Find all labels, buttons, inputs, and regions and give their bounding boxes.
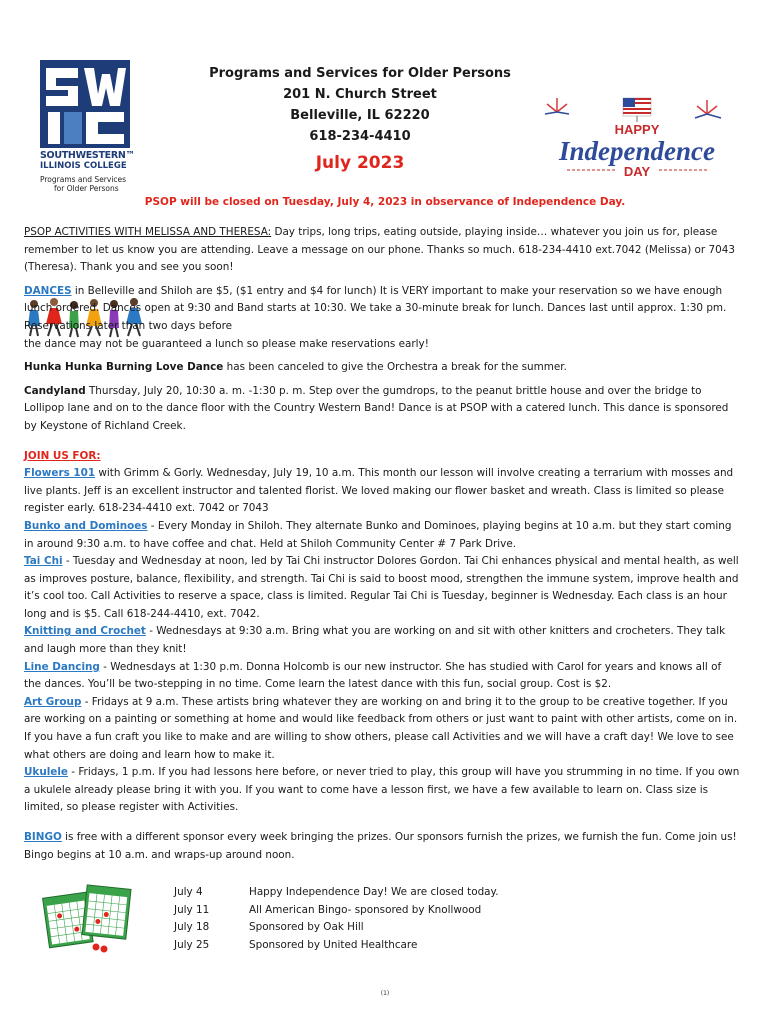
hunka-heading: Hunka Hunka Burning Love Dance <box>24 361 224 374</box>
newsletter-body <box>24 224 740 864</box>
activity-item <box>24 553 740 623</box>
psop-activities-heading: PSOP ACTIVITIES WITH MELISSA AND THERESA: <box>24 226 272 238</box>
activity-item <box>24 764 740 817</box>
page-header <box>170 63 550 147</box>
activity-text: - Every Monday in Shiloh. They alternate Bunko and Dominoes, playing begins at 10 a.m. but they start coming in around 9:30 a.m. to have coffee and chat. Held at Shiloh Community Center # 7 Park Drive. <box>24 519 732 550</box>
activity-link-ukulele[interactable]: Ukulele <box>24 766 68 779</box>
logo-line-2: ILLINOIS COLLEGE <box>40 161 127 171</box>
schedule-desc: All American Bingo- sponsored by Knollwood <box>249 903 482 916</box>
psop-activities-text: Day trips, long trips, eating outside, playing inside… whatever you join us for, please remember to let us know you are attending. Leave a message on our phone. Thanks so much. 618-234-4410 ext.7042 (Melissa) or 7043 (Theresa). Thank you and see you soon! <box>24 226 735 274</box>
activity-text: - Fridays, 1 p.m. If you had lessons here before, or never tried to play, this group will have you strumming in no time. If you own a ukulele already please bring it with you. If you want to come have a lesson first, we have a few available to learn on. Class size is limited, so please register with Activities. <box>24 766 740 814</box>
activity-item <box>24 694 740 764</box>
dances-tail: the dance may not be guaranteed a lunch so please make reservations early! <box>24 337 429 350</box>
activity-item <box>24 623 740 658</box>
candyland-paragraph <box>24 383 740 436</box>
bingo-paragraph <box>24 829 740 864</box>
logo-line-3 <box>40 175 140 193</box>
header-city: Belleville, IL 62220 <box>290 108 430 123</box>
hunka-paragraph <box>24 359 740 377</box>
header-org: Programs and Services for Older Persons <box>209 66 511 81</box>
independence-day-banner <box>537 92 737 187</box>
schedule-date: July 11 <box>174 903 210 916</box>
schedule-desc: Sponsored by Oak Hill <box>249 921 364 934</box>
banner-day: DAY <box>623 164 651 179</box>
logo-line-3a: Programs and Services <box>40 175 127 184</box>
activity-text: - Wednesdays at 1:30 p.m. Donna Holcomb is our new instructor. She has studied with Carol for years and knows all of the dances. You’ll be two-stepping in no time. Come learn the latest dance with this fun, social group. Cost is $2. <box>24 660 722 691</box>
schedule-date: July 4 <box>174 886 203 898</box>
dances-paragraph <box>24 283 740 336</box>
banner-happy: HAPPY <box>614 122 660 137</box>
schedule-desc: Happy Independence Day! We are closed today. <box>249 886 499 898</box>
bingo-cards-icon <box>40 883 136 953</box>
activity-link-line-dancing[interactable]: Line Dancing <box>24 660 100 673</box>
activity-link-knitting[interactable]: Knitting and Crochet <box>24 625 146 638</box>
bingo-cards-image <box>40 883 136 953</box>
activity-link-tai-chi[interactable]: Tai Chi <box>24 555 63 568</box>
hunka-text: has been canceled to give the Orchestra a break for the summer. <box>223 361 567 374</box>
schedule-desc: Sponsored by United Healthcare <box>249 938 418 951</box>
bingo-schedule <box>174 884 499 954</box>
schedule-row <box>174 902 499 920</box>
join-us-heading: JOIN US FOR: <box>24 449 101 462</box>
logo-line-1: SOUTHWESTERN™ <box>40 150 135 161</box>
schedule-row <box>174 884 499 902</box>
activity-text: with Grimm & Gorly. Wednesday, July 19, 10 a.m. This month our lesson will involve creating a terrarium with mosses and live plants. Jeff is an excellent instructor and talented florist. We loved making our flower basket and wreath. Class is limited so please register early. 618-234-4410 ext. 7042 or 7043 <box>24 467 734 515</box>
activity-item <box>24 518 740 553</box>
activity-item <box>24 465 740 518</box>
page-title: July 2023 <box>315 153 405 173</box>
schedule-row <box>174 919 499 937</box>
activity-item <box>24 659 740 694</box>
candyland-heading: Candyland <box>24 384 86 397</box>
logo-line-3b: for Older Persons <box>54 184 119 193</box>
fireworks-icon <box>537 92 737 187</box>
banner-word: Independence <box>559 136 715 166</box>
schedule-date: July 25 <box>174 938 210 951</box>
activity-text: - Fridays at 9 a.m. These artists bring whatever they are working on and bring it to the group to be creative together. If you are working on a painting or something at home and would like feedback from others or just want to paint with other artists, come on in. If you have a fun craft you like to make and are willing to show others, please call Activities and we will have a craft day! We love to see what others are doing and learn how to make it. <box>24 695 738 761</box>
activity-link-bunko[interactable]: Bunko and Dominoes <box>24 519 148 532</box>
bingo-link[interactable]: BINGO <box>24 831 62 843</box>
swic-mark-icon <box>40 60 130 148</box>
activity-text: - Wednesdays at 9:30 a.m. Bring what you are working on and sit with other knitters and crocheters. They talk and laugh more than they knit! <box>24 625 726 656</box>
header-phone: 618-234-4410 <box>309 129 411 144</box>
dances-text: in Belleville and Shiloh are $5, ($1 entry and $4 for lunch) It is VERY important to make your reservation so we have enough lunch ordered. Dances open at 9:30 and Band starts at 10:30. We take a 30-minute break for lunch. Dances last until approx. 1:30 pm. Reservations later than two days before <box>24 284 727 332</box>
closure-notice: PSOP will be closed on Tuesday, July 4, 2023 in observance of Independence Day. <box>144 196 626 208</box>
header-street: 201 N. Church Street <box>283 87 437 102</box>
activity-link-flowers[interactable]: Flowers 101 <box>24 467 96 480</box>
page-number: (1) <box>380 990 390 997</box>
psop-activities-paragraph <box>24 224 740 277</box>
activity-link-art-group[interactable]: Art Group <box>24 695 82 708</box>
schedule-date: July 18 <box>174 921 210 934</box>
candyland-text: Thursday, July 20, 10:30 a. m. -1:30 p. m. Step over the gumdrops, to the peanut brittle house and over the bridge to Lollipop lane and on to the dance floor with the Country Western Band! Dance is at PSOP with a catered lunch. This dance is sponsored by Keystone of Richland Creek. <box>24 384 729 432</box>
activity-text: - Tuesday and Wednesday at noon, led by Tai Chi instructor Dolores Gordon. Tai Chi enhances physical and mental health, as well as improves posture, balance, flexibility, and strength. Tai Chi is said to boost mood, strengthen the immune system, improve health and it’s cool too. Call Activities to reserve a space, class is limited. Regular Tai Chi is Tuesday, beginner is Wednesday. Each class is an hour long and is $5. Call 618-244-4410, ext. 7042. <box>24 555 739 620</box>
dances-link[interactable]: DANCES <box>24 284 72 297</box>
schedule-row <box>174 937 499 955</box>
swic-logo <box>40 60 140 193</box>
bingo-text: is free with a different sponsor every week bringing the prizes. Our sponsors furnish the prizes, we furnish the fun. Come join us! Bingo begins at 10 a.m. and wraps-up around noon. <box>24 831 737 861</box>
